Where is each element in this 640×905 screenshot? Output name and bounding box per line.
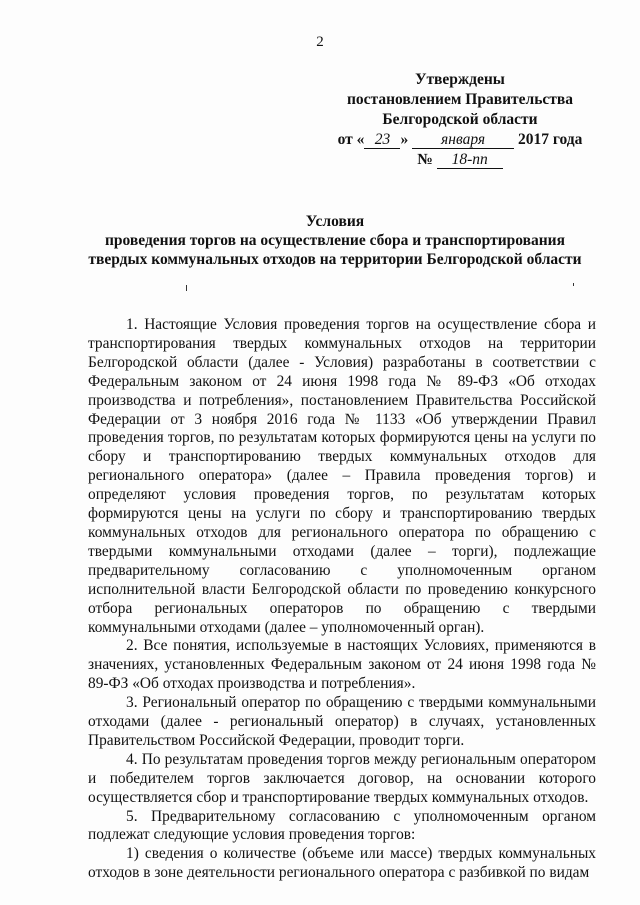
approval-line-2: постановлением Правительства [346, 91, 574, 108]
approval-date-line [330, 130, 590, 150]
title-line-2: проведения торгов на осуществление сбора и транспортирования [105, 232, 565, 249]
document-body [88, 316, 596, 883]
scan-artifact [573, 283, 574, 286]
paragraph-5-item-1: 1) сведения о количестве (объеме или массе) твердых коммунальных отходов в зоне деятельности регионального оператора с разбивкой по видам [88, 845, 596, 882]
page-number: 2 [316, 34, 324, 50]
paragraph-5: 5. Предварительному согласованию с уполномоченным органом подлежат следующие условия проведения торгов: [88, 807, 596, 844]
approval-line-1: Утверждены [415, 71, 505, 88]
document-title [70, 212, 600, 269]
paragraph-2: 2. Все понятия, используемые в настоящих Условиях, применяются в значениях, установленных Федеральным законом от 24 июня 1998 года № 89-ФЗ «Об отходах производства и потребления». [88, 637, 596, 693]
approval-line-3: Белгородской области [382, 111, 538, 128]
decree-number-field: 18-пп [437, 152, 503, 169]
title-line-3: твердых коммунальных отходов на территории Белгородской области [88, 251, 582, 268]
number-prefix: № [417, 151, 433, 168]
title-line-1: Условия [305, 213, 365, 230]
date-day-field: 23 [364, 132, 400, 149]
paragraph-3: 3. Региональный оператор по обращению с твердыми коммунальными отходами (далее - региональный оператор) в случаях, установленных Правительством Российской Федерации, проводит торги. [88, 694, 596, 749]
date-mid: » [400, 131, 409, 148]
approval-block [330, 70, 590, 170]
date-prefix: от « [337, 131, 365, 148]
paragraph-4: 4. По результатам проведения торгов между региональным оператором и победителем торгов заключается договор, на основании которого осуществляется сбор и транспортирование твердых коммунальных отходов. [88, 750, 596, 806]
paragraph-1: 1. Настоящие Условия проведения торгов на осуществление сбора и транспортирования твердых коммунальных отходов на территории Белгородской области (далее - Условия) разработаны в соответствии с Федеральным законом от 24 июня 1998 года № 89-ФЗ «Об отходах производства и потребления», постановлением Правительства Российской Федерации от 3 ноября 2016 года № 1133 «Об утверждении Правил проведения торгов, по результатам которых формируются цены на услуги по сбору и транспортированию твердых коммунальных отходов для регионального оператора» (далее – Правила проведения торгов) и определяют условия проведения торгов, по результатам которых формируются цены на услуги по сбору и транспортированию твердых коммунальных отходов для регионального оператора по обращению с твердыми коммунальными отходами (далее – торги), подлежащие предварительному согласованию с уполномоченным органом исполнительной власти Белгородской области по проведению конкурсного отбора региональных операторов по обращению с твердыми коммунальными отходами (далее – уполномоченный орган). [88, 316, 596, 636]
scan-artifact [186, 285, 187, 291]
approval-number-line [330, 150, 590, 170]
date-month-field: января [412, 132, 514, 149]
date-year: 2017 года [517, 131, 583, 148]
